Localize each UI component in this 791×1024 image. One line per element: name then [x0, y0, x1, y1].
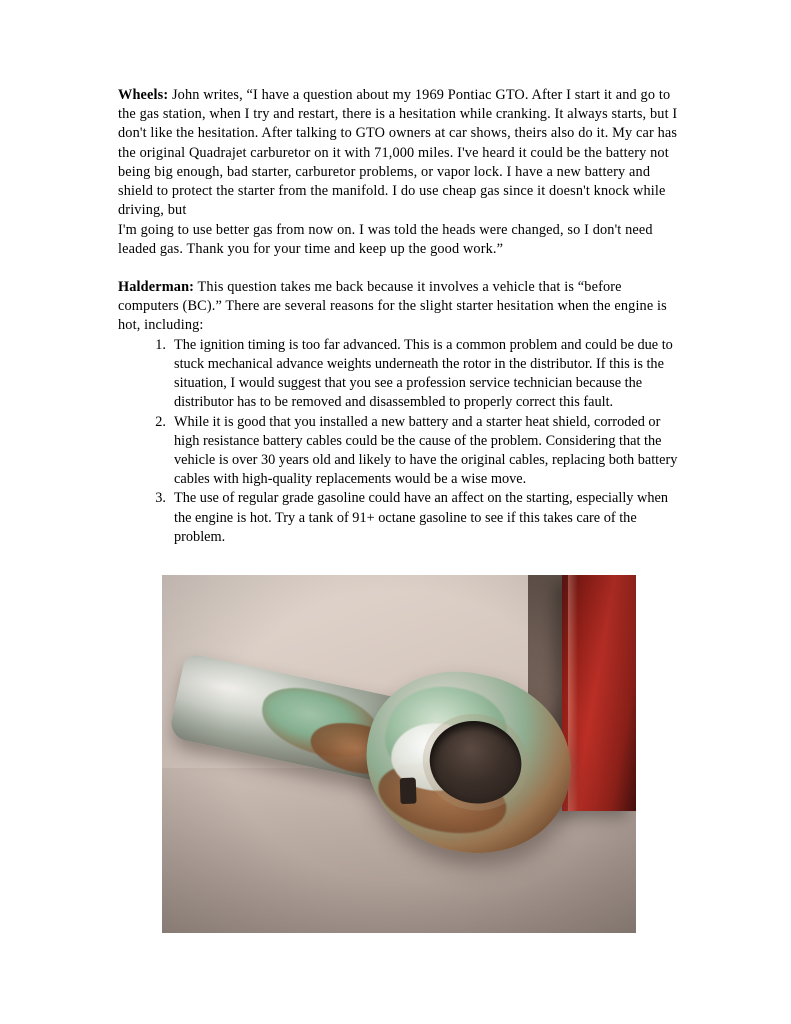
paragraph-wheels-question-continued: [118, 221, 686, 259]
paragraph-halderman-answer: [118, 278, 686, 336]
photo-notch: [400, 778, 417, 805]
paragraph-lead-wheels: Wheels:: [118, 87, 169, 103]
paragraph-body-halderman: This question takes me back because it involves a vehicle that is “before computers (BC).” There are several reasons for the slight starter hesitation when the engine is hot, including:: [118, 278, 667, 334]
paragraph-spacer: [118, 259, 686, 278]
photo-terminal-head: [349, 654, 588, 871]
photo-container: [118, 575, 686, 933]
corroded-battery-cable-end-photo: [162, 575, 636, 933]
list-item: The ignition timing is too far advanced. This is a common problem and could be due to stuck mechanical advance weights underneath the rotor in the distributor. If this is the situation, I would suggest that you see a profession service technician because the distributor has to be removed and disassembled to properly correct this fault.: [174, 336, 673, 411]
paragraph-wheels-question: [118, 86, 686, 221]
paragraph-body-wheels-continued: I'm going to use better gas from now on. I was told the heads were changed, so I don't need leaded gas. Thank you for your time and keep up the good work.”: [118, 221, 653, 257]
paragraph-lead-halderman: Halderman:: [118, 278, 195, 295]
reasons-list: [118, 336, 686, 547]
paragraph-body-wheels: John writes, “I have a question about my 1969 Pontiac GTO. After I start it and go to the gas station, when I try and restart, there is a hesitation while cranking. It always starts, but I don't like the hesitation. After talking to GTO owners at car shows, theirs also do it. My car has the original Quadrajet carburetor on it with 71,000 miles. I've heard it could be the battery not being big enough, bad starter, carburetor problems, or vapor lock. I have a new battery and shield to protect the starter from the manifold. I do use cheap gas since it doesn't knock while driving, but: [118, 87, 678, 219]
list-item: While it is good that you installed a new battery and a starter heat shield, corroded or high resistance battery cables could be the cause of the problem. Considering that the vehicle is over 30 years old and likely to have the original cables, replacing both battery cables with high-quality replacements would be a wise move.: [174, 413, 678, 488]
list-item: The use of regular grade gasoline could have an affect on the starting, especially when the engine is hot. Try a tank of 91+ octane gasoline to see if this takes care of the problem.: [174, 490, 668, 545]
